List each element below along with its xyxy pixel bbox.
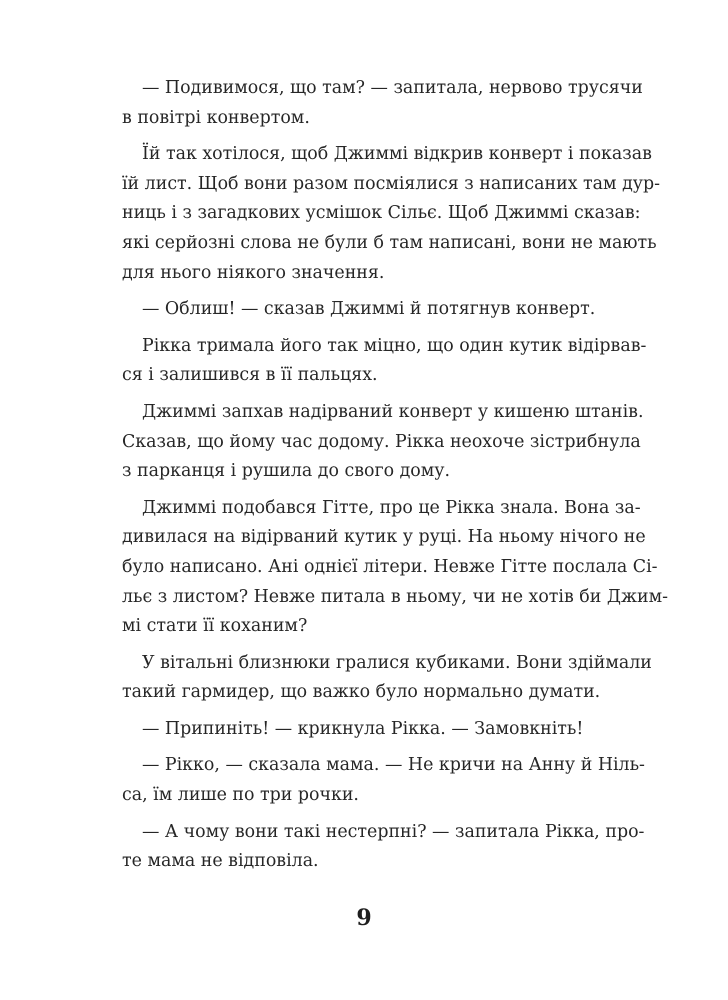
paragraph [122,818,645,877]
text-line: ниць і з загадкових усмішок Сільє. Щоб Джиммі сказав: [122,203,641,224]
text-line: з парканця і рушила до свого дому. [122,461,451,482]
text-line: льє з листом? Невже питала в ньому, чи не хотів би Джим- [122,586,669,607]
text-line: — Облиш! — сказав Джиммі й потягнув конверт. [142,299,596,320]
text-line: ся і залишився в її пальцях. [122,365,378,386]
paragraph [122,715,617,745]
text-line: — Припиніть! — крикнула Рікка. — Замовкніть! [142,718,584,739]
text-line: Їй так хотілося, щоб Джиммі відкрив конверт і показав [142,144,652,165]
text-line: са, їм лише по три рочки. [122,785,359,806]
text-line: дивилася на відірваний кутик у руці. На ньому нічого не [122,527,646,548]
text-line: Рікка тримала його так міцно, що один кутик відірвав- [142,335,647,356]
text-line: для нього ніякого значення. [122,262,385,283]
text-line: мі стати її коханим? [122,616,308,637]
paragraph [122,74,643,133]
text-line: Сказав, що йому час додому. Рікка неохоче зістрибнула [122,431,641,452]
text-line: У вітальні близнюки гралися кубиками. Вони здіймали [142,652,652,673]
paragraph [122,751,645,810]
text-line: — А чому вони такі нестерпні? — запитала Рікка, про- [142,821,645,842]
text-line: — Подивимося, що там? — запитала, нервово трусячи [142,78,643,98]
paragraph [122,295,617,325]
page-number: 9 [356,905,372,931]
text-line: те мама не відповіла. [122,851,319,872]
text-line: їй лист. Щоб вони разом посміялися з написаних там дур- [122,173,661,194]
text-line: Джиммі подобався Гітте, про це Рікка знала. Вона за- [142,497,641,518]
text-line: було написано. Ані однієї літери. Невже Гітте послала Сі- [122,556,658,577]
text-line: Джиммі запхав надірваний конверт у кишеню штанів. [142,401,644,422]
paragraph [122,649,652,708]
paragraph [122,398,644,487]
text-line: — Рікко, — сказала мама. — Не кричи на Анну й Ніль- [142,755,645,776]
body-text [122,74,669,877]
text-line: такий гармидер, що важко було нормально думати. [122,682,601,703]
text-line: в повітрі конвертом. [122,107,310,128]
paragraph [122,140,661,288]
text-line: які серйозні слова не були б там написані, вони не мають [122,232,657,253]
paragraph [122,332,647,391]
paragraph [122,494,669,642]
